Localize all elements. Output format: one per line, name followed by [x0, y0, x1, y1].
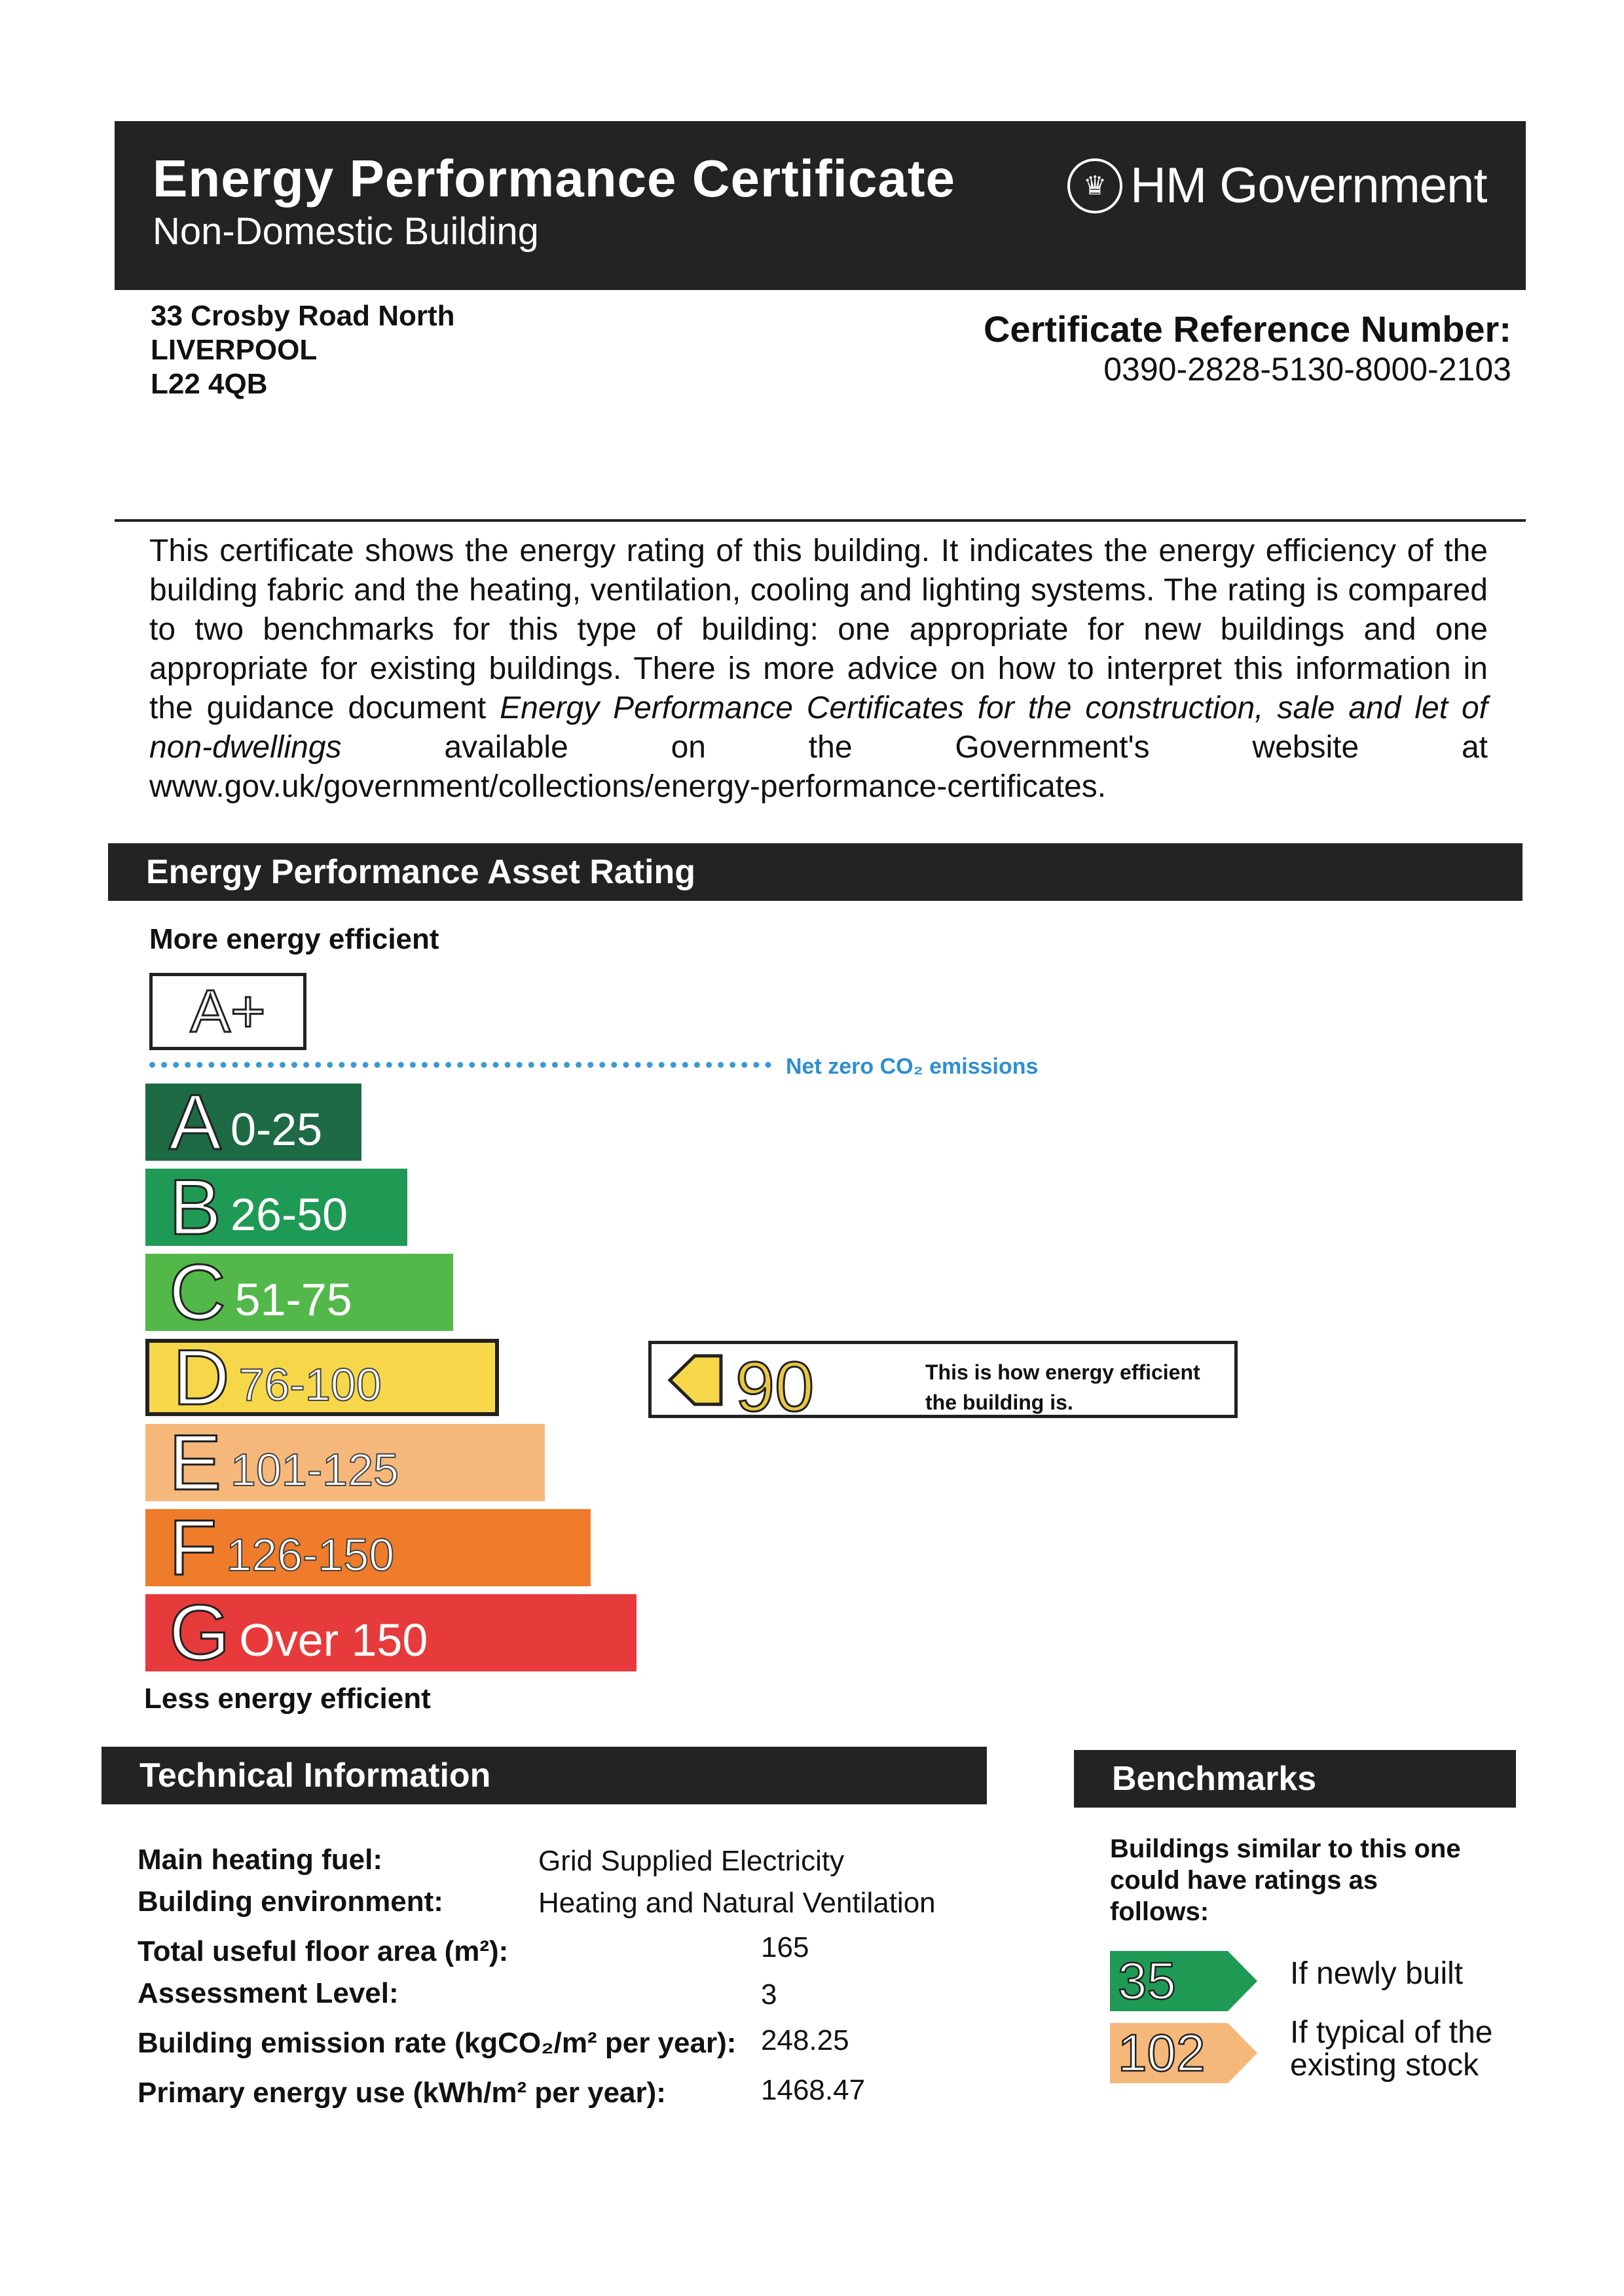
rating-band-letter: C: [169, 1248, 226, 1336]
aplus-band: [149, 973, 306, 1050]
rating-band-letter: F: [169, 1504, 217, 1592]
rating-band-c: [145, 1248, 453, 1336]
intro-text-end: available on the Government's website at www.gov.uk/government/collections/energy-performance-certificates.: [149, 730, 1488, 804]
document-subtitle: Non-Domestic Building: [153, 210, 539, 253]
building-environment-label: Building environment:: [138, 1886, 443, 1918]
floor-area-label: Total useful floor area (m²):: [138, 1935, 509, 1967]
rating-band-range: 76-100: [238, 1359, 382, 1410]
address-line-1: 33 Crosby Road North: [151, 300, 455, 332]
main-heating-fuel-label: Main heating fuel:: [138, 1844, 382, 1876]
rating-band-letter: A: [169, 1078, 222, 1166]
guidance-document-title: Energy Performance Certificates for the construction, sale and let of non-dwellings: [149, 691, 1488, 765]
benchmark-new-label: If newly built: [1290, 1956, 1464, 1991]
rating-band-a: [145, 1078, 361, 1166]
current-rating-indicator: [648, 1341, 1238, 1426]
benchmark-existing-value: 102: [1118, 2024, 1206, 2082]
less-efficient-label: Less energy efficient: [144, 1683, 431, 1715]
more-efficient-label: More energy efficient: [149, 923, 439, 955]
assessment-level-value: 3: [761, 1978, 777, 2011]
floor-area-value: 165: [761, 1931, 809, 1963]
rating-band-range: 26-50: [231, 1189, 348, 1240]
technical-info-section-header: [101, 1747, 987, 1804]
rating-band-letter: E: [169, 1419, 222, 1506]
rating-band-b: [145, 1163, 407, 1251]
hm-government-logo: [1067, 157, 1487, 214]
rating-band-range: 126-150: [226, 1529, 395, 1580]
rating-band-letter: G: [169, 1589, 231, 1677]
address-line-3: L22 4QB: [151, 368, 268, 400]
current-rating-note: This is how energy efficient the building is.: [925, 1360, 1200, 1414]
benchmark-new-value: 35: [1118, 1952, 1176, 2010]
divider: [115, 519, 1526, 522]
certificate-reference-label: Certificate Reference Number:: [983, 308, 1511, 350]
document-title: Energy Performance Certificate: [153, 149, 956, 208]
certificate-reference-number: 0390-2828-5130-8000-2103: [1103, 351, 1511, 388]
section-title: Energy Performance Asset Rating: [146, 853, 696, 891]
primary-energy-value: 1468.47: [761, 2074, 866, 2106]
rating-band-letter: B: [169, 1163, 222, 1251]
rating-band-range: Over 150: [239, 1614, 428, 1666]
benchmark-existing-arrow: [1110, 2023, 1261, 2083]
aplus-label: A+: [190, 977, 266, 1045]
net-zero-label: Net zero CO₂ emissions: [786, 1054, 1039, 1079]
rating-band-range: 101-125: [231, 1444, 399, 1495]
benchmark-new-arrow: [1110, 1951, 1261, 2011]
royal-crest-icon: ♛: [1067, 158, 1122, 213]
rating-band-range: 0-25: [231, 1104, 323, 1155]
rating-band-d: [145, 1334, 499, 1421]
building-environment-value: Heating and Natural Ventilation: [538, 1887, 936, 1919]
hm-government-text: HM Government: [1130, 158, 1487, 213]
rating-band-f: [145, 1504, 591, 1592]
primary-energy-label: Primary energy use (kWh/m² per year):: [138, 2077, 666, 2109]
emission-rate-label: Building emission rate (kgCO₂/m² per year):: [138, 2027, 737, 2059]
benchmark-existing-label: If typical of the existing stock: [1290, 2015, 1493, 2083]
rating-band-e: [145, 1419, 545, 1506]
rating-band-range: 51-75: [234, 1274, 352, 1325]
benchmarks-section-header: [1074, 1750, 1516, 1808]
address-line-2: LIVERPOOL: [151, 334, 318, 366]
assessment-level-label: Assessment Level:: [138, 1977, 399, 2009]
rating-arrow-icon: [666, 1353, 725, 1407]
net-zero-dotted-line: [149, 1062, 771, 1068]
main-heating-fuel-value: Grid Supplied Electricity: [538, 1845, 845, 1877]
emission-rate-value: 248.25: [761, 2024, 849, 2056]
rating-band-letter: D: [173, 1334, 230, 1421]
current-rating-value: 90: [735, 1347, 815, 1426]
benchmarks-intro: Buildings similar to this one could have ratings as follows:: [1110, 1834, 1461, 1926]
certificate-header: [115, 121, 1526, 290]
rating-band-g: [145, 1589, 637, 1677]
intro-paragraph: [149, 532, 1488, 807]
section-title: Technical Information: [139, 1757, 491, 1795]
intro-text: This certificate shows the energy rating of this building. It indicates the energy efficiency of the building fabric and the heating, ventilation, cooling and lighting systems. The rating is compared to two benchmarks for this type of building: one appropriate for new buildings and one appropriate for existing buildings. There is more advice on how to interpret this information in the guidance document: [149, 534, 1488, 725]
section-title: Benchmarks: [1112, 1760, 1317, 1798]
asset-rating-section-header: [108, 843, 1522, 901]
